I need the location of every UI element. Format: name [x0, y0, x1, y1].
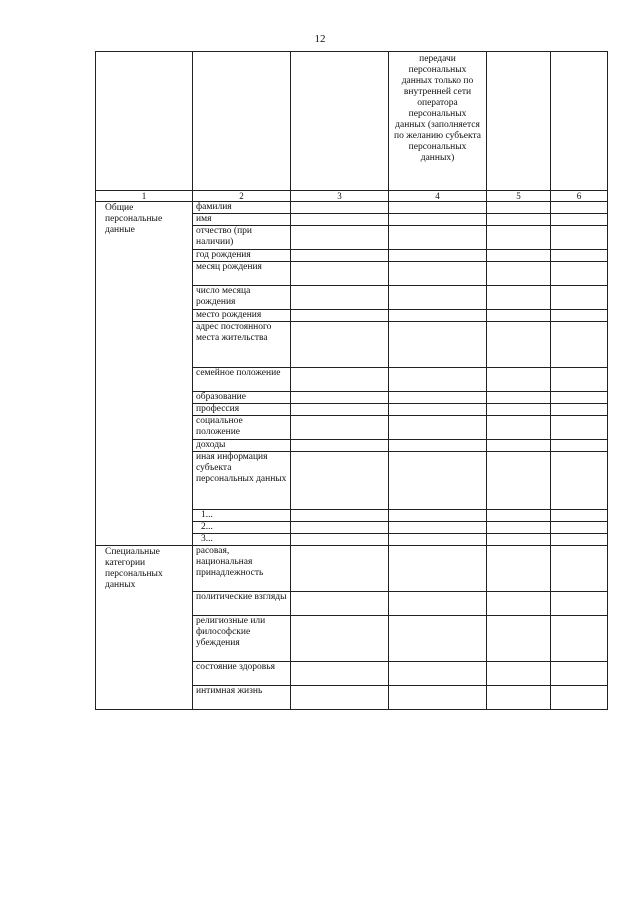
- column-number: 5: [487, 191, 551, 202]
- sub-data-cell-col-3: [291, 522, 389, 534]
- data-cell-col-3: [291, 310, 389, 322]
- sub-data-cell-col-5: [487, 522, 551, 534]
- sub-item-label: 3...: [193, 534, 291, 546]
- data-cell-col-4: [389, 546, 487, 592]
- header-continuation-row: [96, 52, 608, 191]
- data-cell-col-3: [291, 616, 389, 662]
- data-cell-col-4: [389, 452, 487, 510]
- data-cell-col-4: [389, 368, 487, 392]
- field-label: политические взгляды: [193, 592, 291, 616]
- data-cell-col-4: [389, 662, 487, 686]
- data-cell-col-4: [389, 686, 487, 710]
- data-cell-col-3: [291, 322, 389, 368]
- data-cell-col-3: [291, 226, 389, 250]
- data-cell-col-3: [291, 202, 389, 214]
- sub-data-cell-col-4: [389, 534, 487, 546]
- data-cell-col-3: [291, 250, 389, 262]
- data-cell-col-3: [291, 214, 389, 226]
- data-cell-col-3: [291, 416, 389, 440]
- data-cell-col-6: [551, 368, 608, 392]
- data-cell-col-5: [487, 322, 551, 368]
- column-number: 1: [96, 191, 193, 202]
- table-row: [96, 546, 608, 592]
- sub-data-cell-col-3: [291, 510, 389, 522]
- field-label: фамилия: [193, 202, 291, 214]
- data-cell-col-6: [551, 322, 608, 368]
- field-label: состояние здоровья: [193, 662, 291, 686]
- field-label: профессия: [193, 404, 291, 416]
- data-cell-col-4: [389, 392, 487, 404]
- data-cell-col-6: [551, 616, 608, 662]
- data-cell-col-5: [487, 310, 551, 322]
- field-label: отчество (при наличии): [193, 226, 291, 250]
- data-cell-col-6: [551, 392, 608, 404]
- field-label: имя: [193, 214, 291, 226]
- data-cell-col-4: [389, 310, 487, 322]
- field-label: религиозные или философские убеждения: [193, 616, 291, 662]
- data-cell-col-3: [291, 404, 389, 416]
- data-cell-col-3: [291, 452, 389, 510]
- sub-data-cell-col-5: [487, 534, 551, 546]
- data-cell-col-3: [291, 392, 389, 404]
- data-cell-col-5: [487, 686, 551, 710]
- column-number: 6: [551, 191, 608, 202]
- field-label: интимная жизнь: [193, 686, 291, 710]
- data-cell-col-5: [487, 392, 551, 404]
- data-cell-col-5: [487, 286, 551, 310]
- data-cell-col-4: [389, 250, 487, 262]
- sub-data-cell-col-3: [291, 534, 389, 546]
- data-cell-col-6: [551, 546, 608, 592]
- field-label: доходы: [193, 440, 291, 452]
- sub-data-cell-col-4: [389, 510, 487, 522]
- data-cell-col-5: [487, 416, 551, 440]
- column-number: 4: [389, 191, 487, 202]
- data-cell-col-4: [389, 262, 487, 286]
- data-cell-col-5: [487, 546, 551, 592]
- data-cell-col-6: [551, 310, 608, 322]
- data-cell-col-3: [291, 262, 389, 286]
- sub-data-cell-col-6: [551, 534, 608, 546]
- data-cell-col-5: [487, 662, 551, 686]
- sub-data-cell-col-6: [551, 522, 608, 534]
- category-cell: Общие персональные данные: [96, 202, 193, 546]
- sub-item-label: 1...: [193, 510, 291, 522]
- field-label: иная информация субъекта персональных данных: [193, 452, 291, 510]
- data-cell-col-5: [487, 250, 551, 262]
- data-cell-col-5: [487, 440, 551, 452]
- data-cell-col-4: [389, 616, 487, 662]
- data-cell-col-6: [551, 250, 608, 262]
- data-cell-col-6: [551, 404, 608, 416]
- data-cell-col-3: [291, 662, 389, 686]
- data-cell-col-6: [551, 592, 608, 616]
- data-cell-col-4: [389, 226, 487, 250]
- data-cell-col-4: [389, 404, 487, 416]
- data-cell-col-6: [551, 452, 608, 510]
- page-number: 12: [314, 33, 326, 45]
- header-cell-5: [487, 52, 551, 191]
- header-cell-1: [96, 52, 193, 191]
- data-cell-col-6: [551, 686, 608, 710]
- data-cell-col-5: [487, 214, 551, 226]
- category-cell: Специальные категории персональных данных: [96, 546, 193, 710]
- data-cell-col-5: [487, 592, 551, 616]
- data-cell-col-4: [389, 202, 487, 214]
- column-number: 2: [193, 191, 291, 202]
- data-cell-col-4: [389, 286, 487, 310]
- data-cell-col-6: [551, 202, 608, 214]
- sub-item-label: 2...: [193, 522, 291, 534]
- column-number-row: [96, 191, 608, 202]
- data-cell-col-4: [389, 416, 487, 440]
- field-label: число месяца рождения: [193, 286, 291, 310]
- field-label: место рождения: [193, 310, 291, 322]
- data-cell-col-5: [487, 226, 551, 250]
- data-cell-col-5: [487, 368, 551, 392]
- data-cell-col-6: [551, 286, 608, 310]
- data-cell-col-3: [291, 546, 389, 592]
- field-label: образование: [193, 392, 291, 404]
- header-cell-6: [551, 52, 608, 191]
- data-cell-col-4: [389, 440, 487, 452]
- sub-data-cell-col-5: [487, 510, 551, 522]
- header-cell-4: передачи персональных данных только по внутренней сети оператора персональных данных (заполняется по желанию субъекта персональных данных): [389, 52, 487, 191]
- data-cell-col-5: [487, 404, 551, 416]
- data-cell-col-5: [487, 262, 551, 286]
- data-cell-col-5: [487, 616, 551, 662]
- field-label: расовая, национальная принадлежность: [193, 546, 291, 592]
- data-cell-col-4: [389, 214, 487, 226]
- data-cell-col-6: [551, 440, 608, 452]
- data-cell-col-5: [487, 452, 551, 510]
- data-cell-col-3: [291, 592, 389, 616]
- data-cell-col-4: [389, 592, 487, 616]
- field-label: семейное положение: [193, 368, 291, 392]
- data-cell-col-4: [389, 322, 487, 368]
- data-cell-col-6: [551, 416, 608, 440]
- data-cell-col-5: [487, 202, 551, 214]
- field-label: год рождения: [193, 250, 291, 262]
- column-number: 3: [291, 191, 389, 202]
- header-cell-2: [193, 52, 291, 191]
- field-label: месяц рождения: [193, 262, 291, 286]
- data-cell-col-6: [551, 214, 608, 226]
- personal-data-table: [95, 51, 608, 710]
- data-cell-col-6: [551, 262, 608, 286]
- data-cell-col-6: [551, 226, 608, 250]
- data-cell-col-3: [291, 286, 389, 310]
- header-cell-3: [291, 52, 389, 191]
- data-cell-col-3: [291, 368, 389, 392]
- field-label: адрес постоянного места жительства: [193, 322, 291, 368]
- sub-data-cell-col-4: [389, 522, 487, 534]
- table-row: [96, 202, 608, 214]
- sub-data-cell-col-6: [551, 510, 608, 522]
- data-cell-col-3: [291, 440, 389, 452]
- data-cell-col-3: [291, 686, 389, 710]
- field-label: социальное положение: [193, 416, 291, 440]
- data-cell-col-6: [551, 662, 608, 686]
